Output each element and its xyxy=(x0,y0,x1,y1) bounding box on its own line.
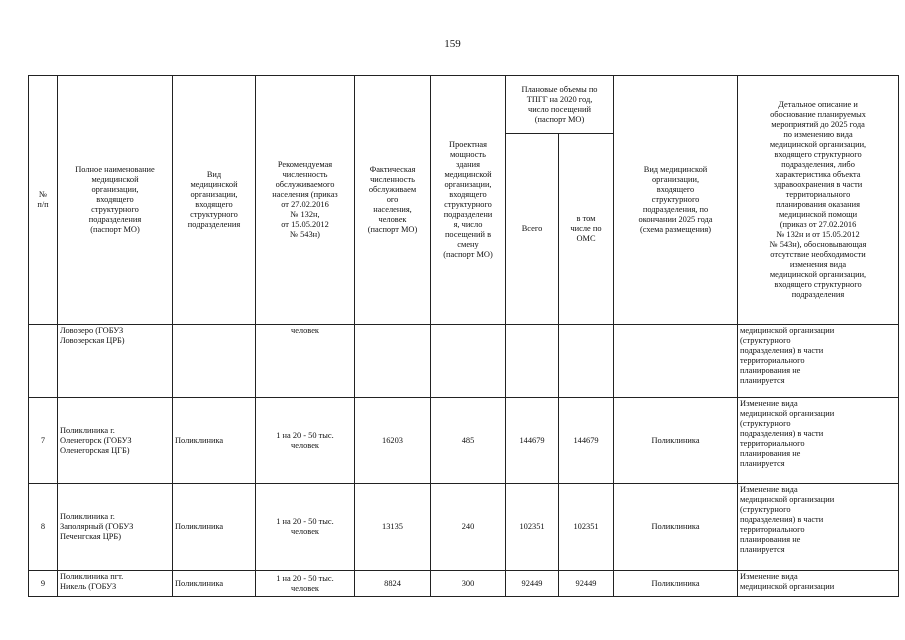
row-type-2025: Поликлиника xyxy=(614,571,738,597)
header-total: Всего xyxy=(506,134,559,325)
row-oms: 92449 xyxy=(559,571,614,597)
row-recommended-population: 1 на 20 - 50 тыс. человек xyxy=(256,571,355,597)
row-oms: 102351 xyxy=(559,484,614,571)
row-actual-population: 13135 xyxy=(355,484,431,571)
row-name: Поликлиника г. Заполярный (ГОБУЗ Печенгская ЦРБ) xyxy=(58,484,173,571)
row-capacity xyxy=(431,325,506,398)
header-type: Вид медицинской организации, входящего структурного подразделения xyxy=(173,76,256,325)
row-recommended-population: 1 на 20 - 50 тыс. человек xyxy=(256,484,355,571)
header-num: № п/п xyxy=(29,76,58,325)
row-total: 102351 xyxy=(506,484,559,571)
medical-organizations-table xyxy=(28,75,899,597)
header-recommended-population: Рекомендуемая численность обслуживаемого населения (приказ от 27.02.2016 № 132н, от 15.05.2012 № 543н) xyxy=(256,76,355,325)
row-type: Поликлиника xyxy=(173,571,256,597)
row-capacity: 300 xyxy=(431,571,506,597)
row-type: Поликлиника xyxy=(173,484,256,571)
table-row xyxy=(29,571,899,597)
row-num: 8 xyxy=(29,484,58,571)
row-actual-population xyxy=(355,325,431,398)
table-row xyxy=(29,325,899,398)
row-type: Поликлиника xyxy=(173,398,256,484)
row-description: Изменение вида медицинской организации (структурного подразделения) в части территориального планирования не планируется xyxy=(738,398,899,484)
row-type xyxy=(173,325,256,398)
header-planned-volumes: Плановые объемы по ТПГГ на 2020 год, число посещений (паспорт МО) xyxy=(506,76,614,134)
row-total xyxy=(506,325,559,398)
row-type-2025: Поликлиника xyxy=(614,398,738,484)
row-description: Изменение вида медицинской организации (структурного подразделения) в части территориального планирования не планируется xyxy=(738,484,899,571)
row-name: Ловозеро (ГОБУЗ Ловозерская ЦРБ) xyxy=(58,325,173,398)
row-oms: 144679 xyxy=(559,398,614,484)
row-actual-population: 16203 xyxy=(355,398,431,484)
row-total: 92449 xyxy=(506,571,559,597)
row-description: Изменение вида медицинской организации xyxy=(738,571,899,597)
header-description: Детальное описание и обоснование планируемых мероприятий до 2025 года по изменению вида медицинской организации, входящего структурного подразделения, либо характеристика объекта здравоохранения в части территориального планирования оказания медицинской помощи (приказ от 27.02.2016 № 132н и от 15.05.2012 № 543н), обосновывающая отсутствие необходимости изменения вида медицинской организации, входящего структурного подразделения xyxy=(738,76,899,325)
row-type-2025: Поликлиника xyxy=(614,484,738,571)
header-actual-population: Фактическая численность обслуживаем ого населения, человек (паспорт МО) xyxy=(355,76,431,325)
row-num: 9 xyxy=(29,571,58,597)
table-row xyxy=(29,484,899,571)
header-type-2025: Вид медицинской организации, входящего структурного подразделения, по окончании 2025 года (схема размещения) xyxy=(614,76,738,325)
row-recommended-population: человек xyxy=(256,325,355,398)
row-capacity: 485 xyxy=(431,398,506,484)
page-number: 159 xyxy=(444,38,461,50)
row-total: 144679 xyxy=(506,398,559,484)
row-description: медицинской организации (структурного подразделения) в части территориального планирования не планируется xyxy=(738,325,899,398)
table-row xyxy=(29,398,899,484)
row-type-2025 xyxy=(614,325,738,398)
row-actual-population: 8824 xyxy=(355,571,431,597)
header-capacity: Проектная мощность здания медицинской организации, входящего структурного подразделени я, число посещений в смену (паспорт МО) xyxy=(431,76,506,325)
row-num: 7 xyxy=(29,398,58,484)
row-capacity: 240 xyxy=(431,484,506,571)
row-oms xyxy=(559,325,614,398)
row-name: Поликлиника пгт. Никель (ГОБУЗ xyxy=(58,571,173,597)
row-recommended-population: 1 на 20 - 50 тыс. человек xyxy=(256,398,355,484)
row-num xyxy=(29,325,58,398)
header-oms: в том числе по ОМС xyxy=(559,134,614,325)
row-name: Поликлиника г. Оленегорск (ГОБУЗ Оленегорская ЦГБ) xyxy=(58,398,173,484)
header-full-name: Полное наименование медицинской организации, входящего структурного подразделения (паспорт МО) xyxy=(58,76,173,325)
